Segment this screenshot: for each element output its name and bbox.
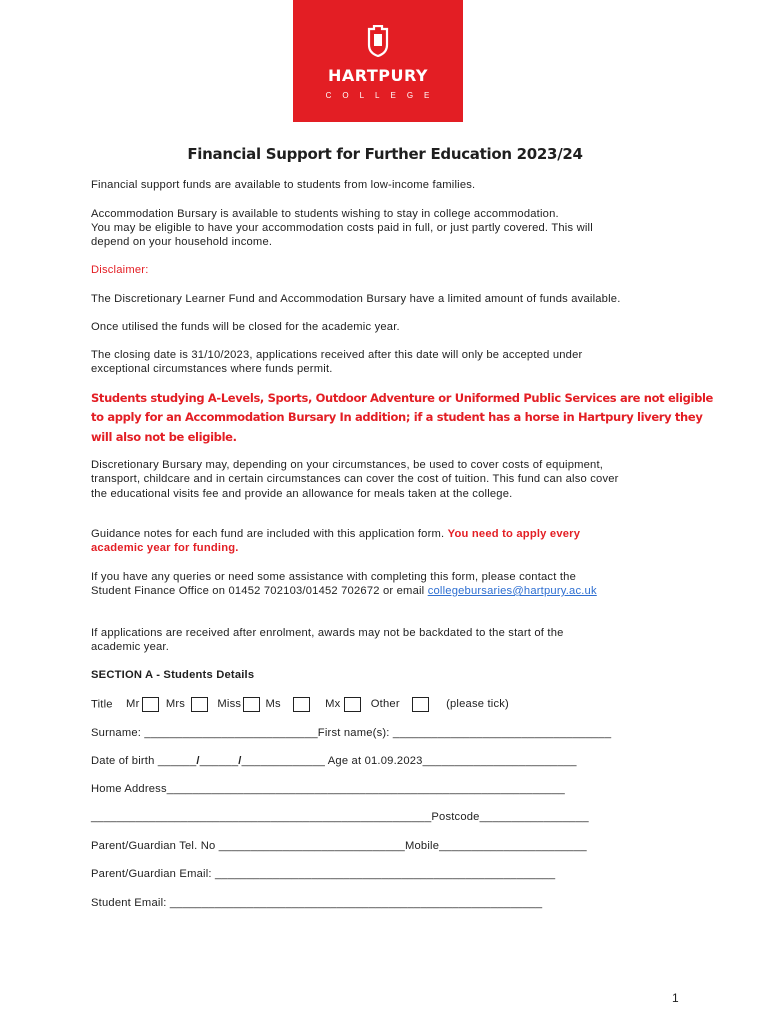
backdate-line-2: academic year. — [91, 641, 170, 653]
disclaimer-text-2: Once utilised the funds will be closed for the academic year. — [91, 321, 400, 333]
eligibility-warning-3: will also not be eligible. — [91, 430, 237, 444]
accommodation-line-2: You may be eligible to have your accommodation costs paid in full, or just partly covered. This will — [91, 222, 593, 234]
logo-sub: COLLEGE — [325, 91, 441, 100]
guidance-emphasis-2: academic year for funding. — [91, 542, 239, 554]
dob-label: Date of birth ______ — [91, 755, 197, 767]
guardian-tel-mobile-field[interactable]: Parent/Guardian Tel. No _____________________________Mobile_______________________ — [91, 840, 587, 852]
discretionary-line-3: the educational visits fee and provide an allowance for meals taken at the college. — [91, 488, 513, 500]
section-a-heading: SECTION A - Students Details — [91, 669, 255, 681]
guidance-line-1 — [91, 527, 580, 542]
title-mx-label: Mx — [325, 698, 341, 711]
crest-icon — [366, 25, 390, 57]
disclaimer-text-1: The Discretionary Learner Fund and Accommodation Bursary have a limited amount of funds available. — [91, 293, 621, 305]
title-ms-label: Ms — [265, 698, 281, 711]
guidance-emphasis-1: You need to apply every — [447, 528, 581, 540]
closing-line-2: exceptional circumstances where funds permit. — [91, 363, 333, 375]
title-mrs-label: Mrs — [165, 698, 186, 711]
page-number: 1 — [672, 991, 679, 1005]
hartpury-logo — [293, 0, 463, 122]
title-row — [91, 697, 509, 712]
page-title: Financial Support for Further Education 2023/24 — [187, 145, 583, 163]
home-address-field[interactable]: Home Address______________________________________________________________ — [91, 783, 565, 795]
title-mr-label: Mr — [126, 698, 140, 711]
closing-line-1: The closing date is 31/10/2023, applications received after this date will only be accepted under — [91, 349, 583, 361]
logo-name: HARTPURY — [327, 66, 429, 85]
dob-mid: ______ — [199, 755, 239, 767]
eligibility-warning-1: Students studying A-Levels, Sports, Outdoor Adventure or Uniformed Public Services are not eligible — [91, 391, 714, 405]
guardian-email-field[interactable]: Parent/Guardian Email: _____________________________________________________ — [91, 868, 556, 880]
intro-text: Financial support funds are available to students from low-income families. — [91, 179, 476, 191]
discretionary-line-2: transport, childcare and in certain circumstances can cover the cost of tuition. This fund can also cover — [91, 473, 619, 485]
title-mr-checkbox[interactable] — [142, 697, 159, 712]
dob-age: _____________ Age at 01.09.2023________________________ — [241, 755, 577, 767]
backdate-line-1: If applications are received after enrolment, awards may not be backdated to the start of the — [91, 627, 564, 639]
postcode-field[interactable]: _____________________________________________________Postcode_________________ — [91, 811, 589, 823]
queries-line-2 — [91, 584, 597, 599]
accommodation-line-1: Accommodation Bursary is available to students wishing to stay in college accommodation. — [91, 208, 559, 220]
queries-contact: Student Finance Office on 01452 702103/01452 702672 or email — [91, 585, 425, 597]
title-miss-label: Miss — [217, 698, 242, 711]
discretionary-line-1: Discretionary Bursary may, depending on your circumstances, be used to cover costs of equipment, — [91, 459, 604, 471]
title-ms-checkbox[interactable] — [293, 697, 310, 712]
dob-age-field[interactable]: Date of birth ______/______/_____________ Age at 01.09.2023________________________ — [91, 755, 577, 767]
title-mx-checkbox[interactable] — [344, 697, 361, 712]
accommodation-line-3: depend on your household income. — [91, 236, 273, 248]
eligibility-warning-2: to apply for an Accommodation Bursary In addition; if a student has a horse in Hartpury livery they — [91, 410, 703, 424]
title-mrs-checkbox[interactable] — [191, 697, 208, 712]
surname-firstname-field[interactable]: Surname: ___________________________First name(s): __________________________________ — [91, 727, 612, 739]
tick-hint: (please tick) — [446, 698, 509, 711]
guidance-text: Guidance notes for each fund are included with this application form. — [91, 528, 445, 540]
queries-line-1: If you have any queries or need some assistance with completing this form, please contact the — [91, 571, 576, 583]
student-email-field[interactable]: Student Email: __________________________________________________________ — [91, 897, 543, 909]
title-other-label: Other — [370, 698, 400, 711]
title-label: Title — [91, 698, 113, 711]
title-other-checkbox[interactable] — [412, 697, 429, 712]
title-miss-checkbox[interactable] — [243, 697, 260, 712]
disclaimer-label: Disclaimer: — [91, 264, 149, 276]
bursary-email-link[interactable]: collegebursaries@hartpury.ac.uk — [427, 585, 597, 597]
